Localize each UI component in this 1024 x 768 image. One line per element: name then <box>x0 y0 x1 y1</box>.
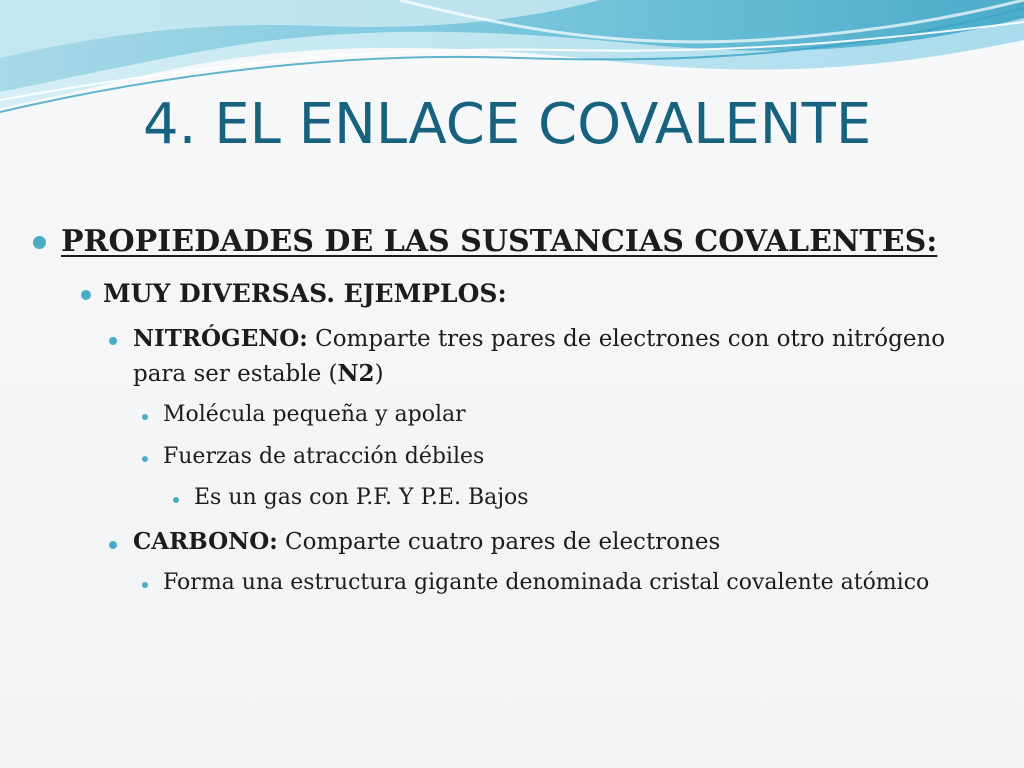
bullet-dot-icon <box>173 497 179 503</box>
bullet-text: Forma una estructura gigante denominada cristal covalente atómico <box>163 570 930 595</box>
bullet-gas <box>194 485 529 510</box>
bullet-text: para ser estable ( <box>133 361 338 387</box>
bullet-text: Es un gas con P.F. Y P.E. Bajos <box>194 485 529 510</box>
bullet-text: Comparte tres pares de electrones con otro nitrógeno <box>307 326 946 352</box>
bullet-bold-label: CARBONO: <box>133 528 278 555</box>
bullet-fuerzas <box>163 444 484 469</box>
bullet-text: Molécula pequeña y apolar <box>163 402 466 427</box>
bullet-nitrogeno <box>133 325 945 352</box>
bullet-dot-icon <box>142 414 148 420</box>
bullet-dot-icon <box>109 541 117 549</box>
bullet-nitrogeno-continuation <box>133 360 384 387</box>
bullet-text: PROPIEDADES DE LAS SUSTANCIAS COVALENTES: <box>61 224 938 259</box>
bullet-dot-icon <box>81 290 91 300</box>
bullet-text: MUY DIVERSAS. EJEMPLOS: <box>103 279 507 308</box>
bullet-dot-icon <box>142 582 148 588</box>
bullet-text: ) <box>374 361 384 387</box>
bullet-dot-icon <box>142 456 148 462</box>
bullet-bold-label: NITRÓGENO: <box>133 325 308 352</box>
bullet-estructura <box>163 570 929 595</box>
slide-title: 4. EL ENLACE COVALENTE <box>143 92 872 157</box>
bullet-propiedades <box>61 224 937 259</box>
bullet-dot-icon <box>33 236 46 249</box>
bullet-muy-diversas <box>103 279 507 308</box>
bullet-text: Fuerzas de atracción débiles <box>163 444 485 469</box>
bullet-dot-icon <box>109 337 117 345</box>
bullet-carbono <box>133 528 720 555</box>
bullet-molecula <box>163 402 466 427</box>
bullet-text: Comparte cuatro pares de electrones <box>277 529 721 555</box>
formula-n2: N2 <box>337 360 375 387</box>
